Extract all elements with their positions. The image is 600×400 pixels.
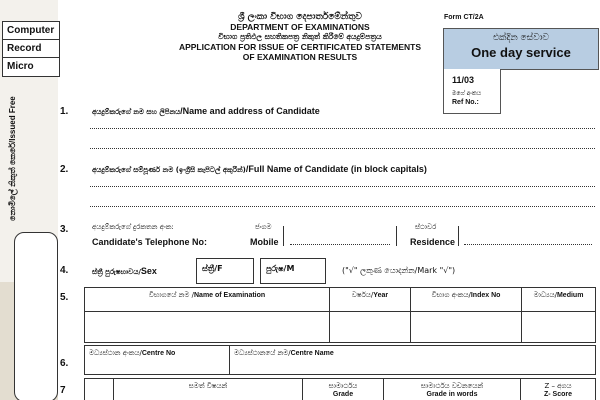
service-type-box — [443, 28, 599, 70]
mobile-sinhala: ජංගම — [255, 223, 272, 231]
subjects-index-cell — [85, 379, 114, 400]
residence-sinhala: ස්ථාවර — [415, 223, 437, 231]
service-sinhala: එක්දින සේවාව — [492, 33, 550, 43]
residence-dotted-line — [464, 244, 592, 245]
q1-label-row — [92, 106, 320, 117]
reference-box — [443, 69, 501, 114]
centre-no-cell[interactable]: මධ්‍යස්ථාන අංකය/Centre No — [85, 346, 230, 375]
q7-number: 7 — [60, 385, 66, 396]
z-score-header: Z – අගය Z- Score — [521, 379, 596, 400]
male-label: පුරුෂ/M — [266, 264, 295, 273]
header-subtitle-line2: OF EXAMINATION RESULTS — [242, 52, 358, 62]
female-label: ස්ත්‍රී/F — [202, 264, 223, 273]
mark-hint: ("√" ලකුණ යොදන්න/Mark "√") — [342, 266, 456, 275]
q2-sinhala: අයදුම්කරුගේ සම්පූර්ණ නම (ඉංග්‍රීසි කැපිටල් අකුරින්) — [92, 166, 246, 174]
service-english: One day service — [471, 45, 571, 60]
q1-number: 1. — [60, 106, 69, 117]
residence-label: Residence — [410, 237, 456, 247]
q5-number: 5. — [60, 292, 69, 303]
year-cell[interactable] — [330, 312, 411, 343]
medium-cell[interactable] — [522, 312, 596, 343]
computer-box[interactable]: Computer — [3, 22, 59, 40]
subjects-table — [84, 378, 596, 400]
form-header — [175, 12, 425, 62]
header-sinhala-title: ශ්‍රී ලංකා විභාග දෙපාර්තමේන්තුව — [238, 12, 362, 22]
index-header: විභාග අංකය/Index No — [411, 288, 522, 312]
exam-name-header: විභාගයේ නම /Name of Examination — [85, 288, 330, 312]
record-box[interactable]: Record — [3, 40, 59, 58]
mobile-dotted-line — [290, 244, 390, 245]
mobile-label: Mobile — [250, 237, 279, 247]
header-sinhala-subtitle: විභාග ප්‍රතිඵල සහතිකපත්‍ර නිකුත් කිරීමේ අයදුම්පත්‍රය — [218, 32, 382, 41]
q1-line-2[interactable] — [90, 148, 595, 149]
q6-number: 6. — [60, 358, 69, 369]
stamp-box — [14, 232, 58, 400]
q2-number: 2. — [60, 164, 69, 175]
header-title: DEPARTMENT OF EXAMINATIONS — [230, 22, 370, 32]
subject-header: සමත් විෂයන් — [114, 379, 303, 400]
q4-label: Sex — [140, 266, 157, 276]
q1-label: /Name and address of Candidate — [180, 106, 320, 116]
q3-sinhala: අයදුම්කරුගේ දුරකතන අංක: — [92, 223, 174, 231]
reference-sinhala: මගේ අංකය — [452, 90, 482, 97]
centre-table — [84, 345, 596, 375]
issued-free-vertical-text: නොමිලේ නිකුත් කෙරේ/Issued Free — [8, 96, 17, 222]
q1-sinhala: අයදුම්කරුගේ නම සහ ලිපිනය — [92, 108, 181, 116]
grade-words-header: සාමාර්ථය වචනයෙන් Grade in words — [384, 379, 521, 400]
reference-code: 11/03 — [452, 75, 475, 85]
q4-sinhala: ස්ත්‍රී පුරුෂභාවය/ — [92, 268, 141, 276]
year-header: වර්ෂය/Year — [330, 288, 411, 312]
medium-header: මාධ්‍යය/Medium — [522, 288, 596, 312]
form-number: Form CT/2A — [444, 14, 484, 21]
q3-number: 3. — [60, 224, 69, 235]
q4-label-row — [92, 266, 157, 277]
q2-label-row — [92, 164, 427, 175]
examination-table — [84, 287, 596, 343]
q2-line-1[interactable] — [90, 186, 595, 187]
office-use-boxes — [2, 21, 60, 77]
female-option[interactable] — [196, 258, 254, 284]
male-option[interactable] — [260, 258, 326, 284]
micro-box[interactable]: Micro — [7, 61, 34, 72]
q2-label: /Full Name of Candidate (in block capitals) — [245, 164, 427, 174]
grade-header: සාමාර්ථය Grade — [303, 379, 384, 400]
q2-line-2[interactable] — [90, 206, 595, 207]
header-subtitle-line1: APPLICATION FOR ISSUE OF CERTIFICATED STATEMENTS — [178, 42, 422, 52]
centre-name-cell[interactable]: මධ්‍යස්ථානයේ නම/Centre Name — [230, 346, 596, 375]
q4-number: 4. — [60, 265, 69, 276]
exam-name-cell[interactable] — [85, 312, 330, 343]
mobile-number-field[interactable] — [283, 226, 397, 246]
reference-label: Ref No.: — [452, 99, 479, 106]
residence-number-field[interactable] — [458, 226, 595, 246]
index-cell[interactable] — [411, 312, 522, 343]
q3-label: Candidate's Telephone No: — [92, 237, 207, 247]
q1-line-1[interactable] — [90, 128, 595, 129]
